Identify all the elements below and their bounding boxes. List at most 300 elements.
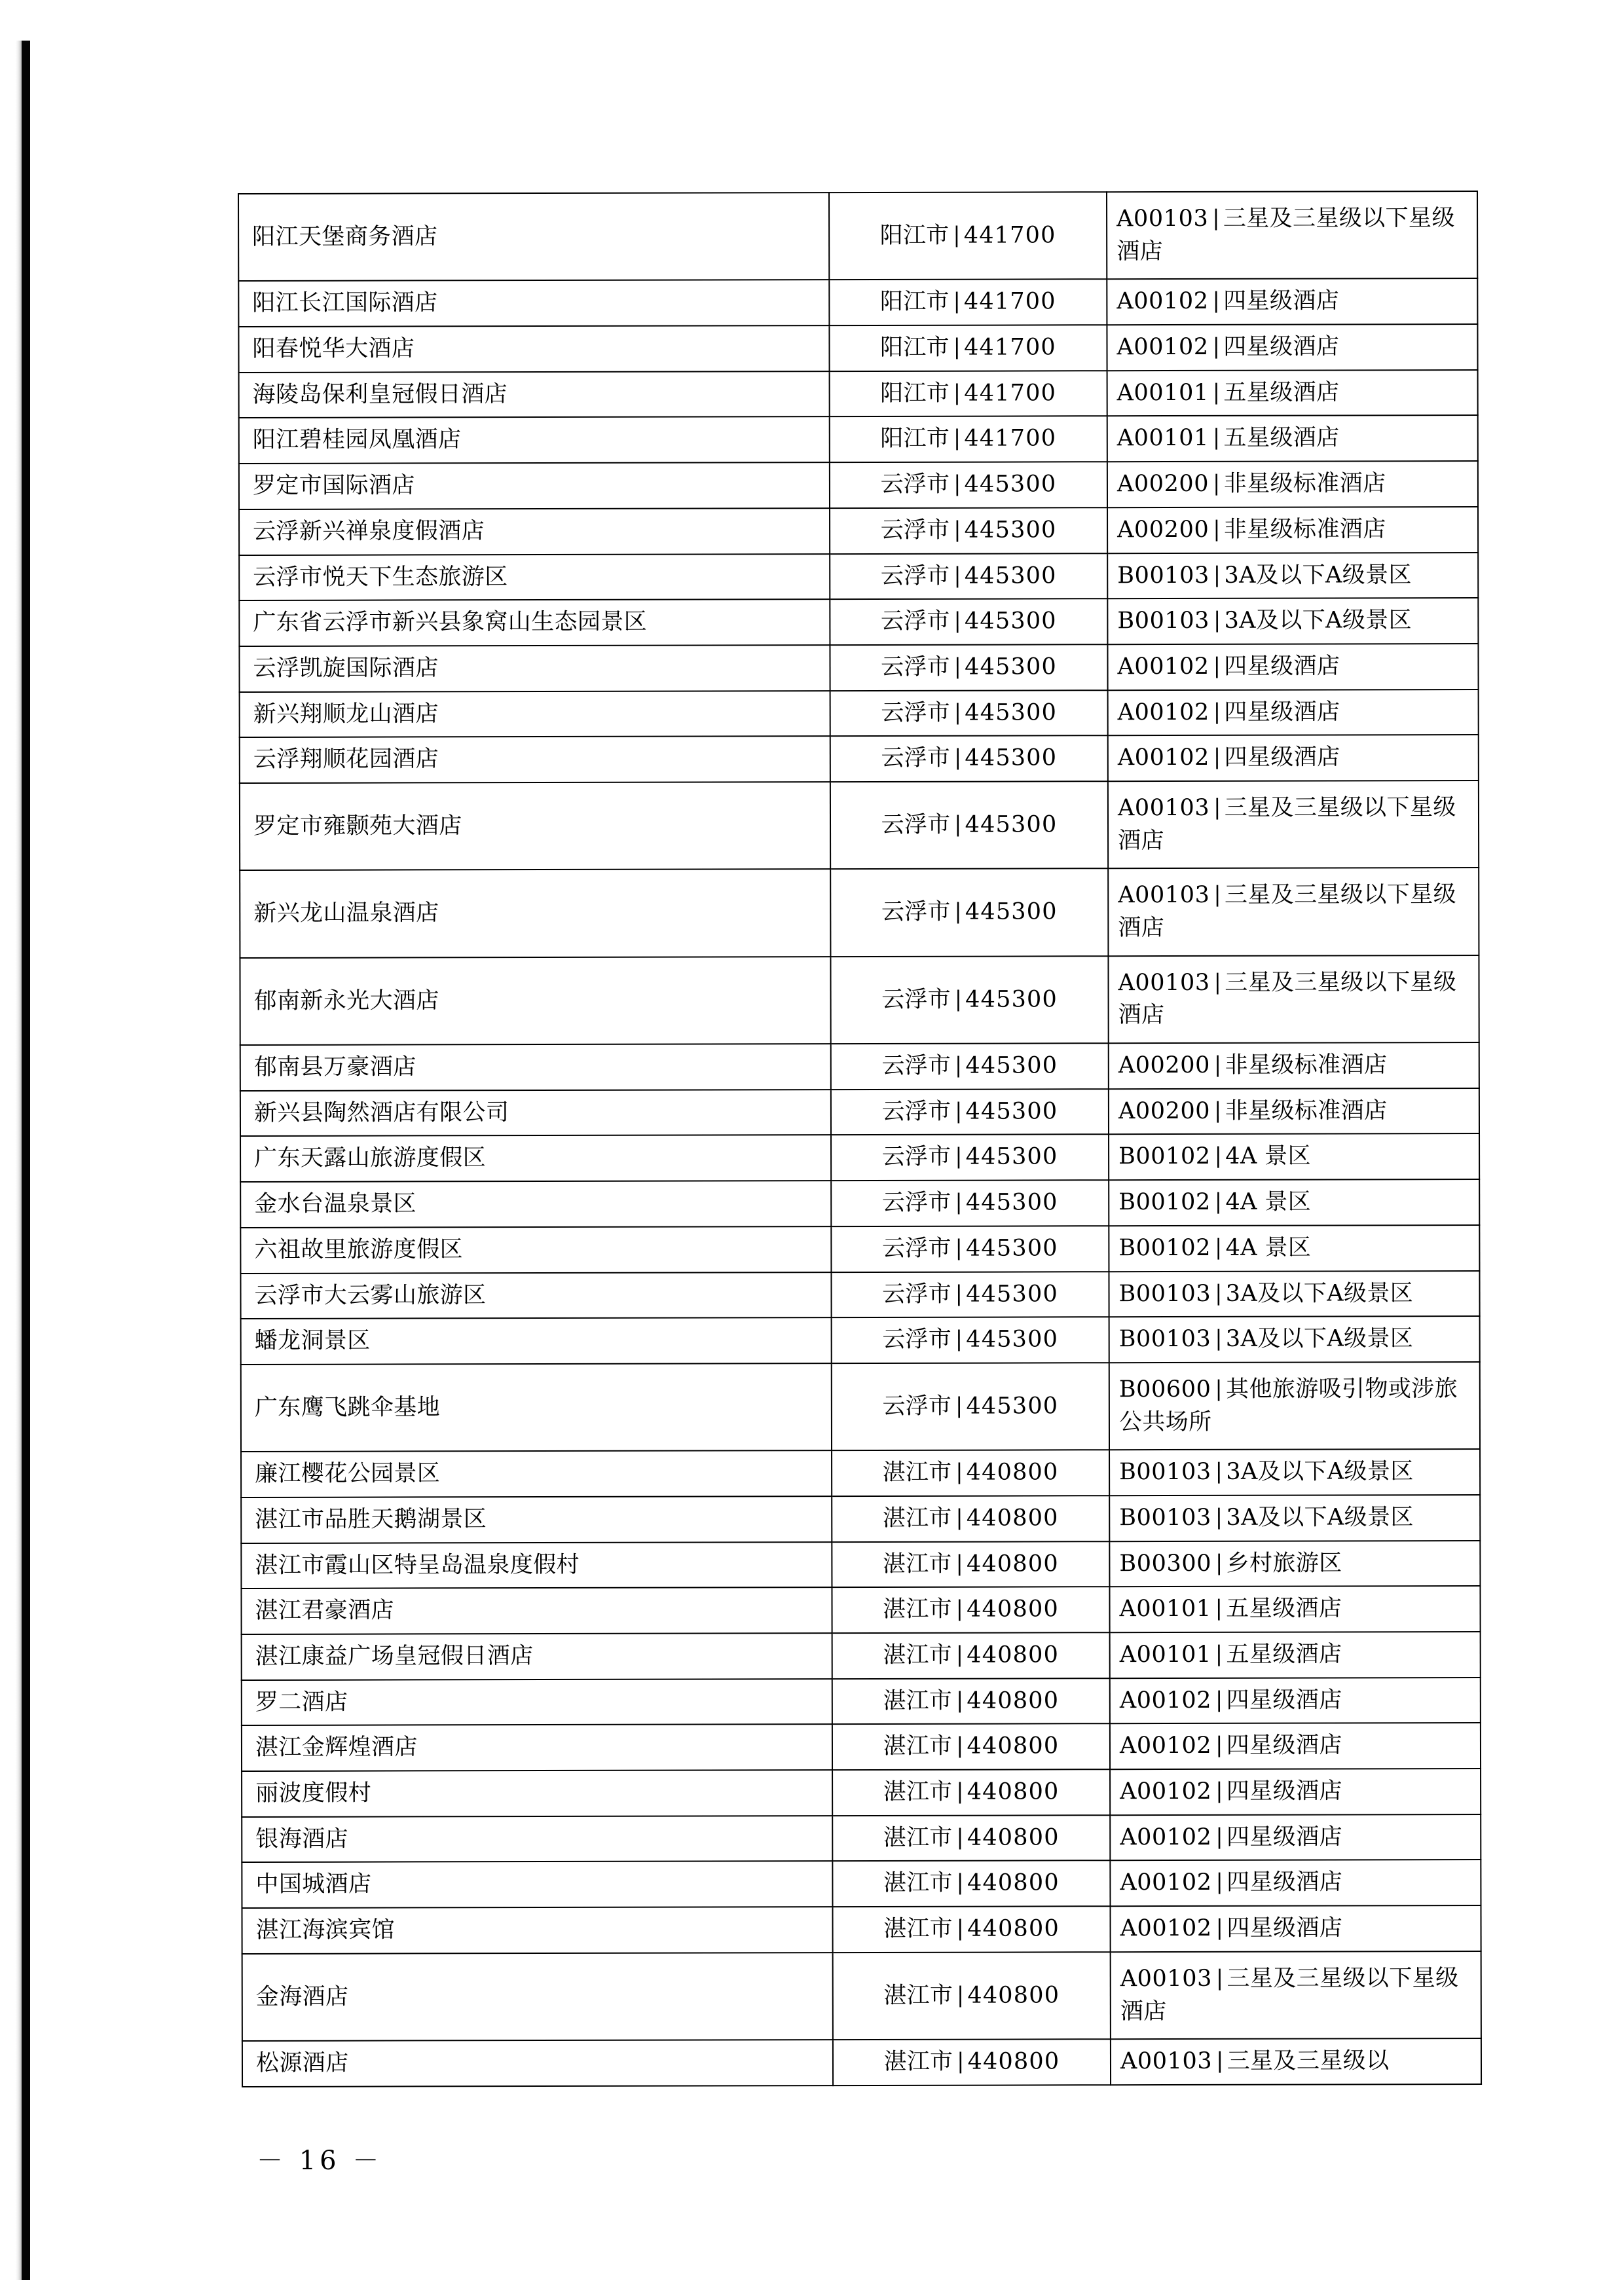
field-separator: | (955, 1143, 963, 1169)
postal-code-text: 441700 (964, 425, 1057, 452)
table-row (240, 1271, 1479, 1319)
table-row (241, 1316, 1480, 1365)
category-label-text: 四星级酒店 (1223, 333, 1340, 360)
city-text: 湛江市 (883, 1824, 953, 1851)
cell-entity-name (241, 1450, 832, 1497)
cell-location (832, 1496, 1109, 1542)
postal-code-text: 441700 (964, 334, 1056, 361)
category-code-text: A00200 (1117, 516, 1209, 543)
category-label-text: 4A 景区 (1225, 1234, 1312, 1261)
field-separator: | (1215, 1964, 1224, 1991)
category-text (1108, 644, 1477, 689)
field-separator: | (1215, 1549, 1223, 1575)
category-text (1107, 192, 1477, 279)
category-text (1109, 1089, 1479, 1134)
entity-name-text: 中国城酒店 (255, 1871, 372, 1898)
cell-location (830, 690, 1108, 737)
cell-location (830, 956, 1108, 1044)
location-text (833, 1770, 1109, 1815)
field-separator: | (1215, 1640, 1223, 1666)
cell-category (1108, 735, 1479, 781)
field-separator: | (955, 1280, 963, 1306)
cell-entity-name (240, 691, 830, 738)
cell-location (830, 644, 1107, 691)
category-label-text: 四星级酒店 (1224, 744, 1340, 771)
category-text (1108, 416, 1477, 461)
category-text (1109, 868, 1478, 955)
cell-entity-name (239, 371, 830, 418)
category-code-text: A00102 (1116, 333, 1209, 361)
entity-name-text: 海陵岛保利皇冠假日酒店 (252, 380, 508, 408)
cell-entity-name (242, 1633, 832, 1680)
field-separator: | (953, 607, 961, 633)
cell-entity-name (242, 1953, 833, 2041)
cell-category (1109, 1271, 1479, 1317)
cell-category (1109, 1495, 1480, 1541)
cell-location (832, 1906, 1110, 1953)
field-separator: | (1215, 1234, 1223, 1260)
entity-name-text: 湛江市品胜天鹅湖景区 (255, 1506, 487, 1533)
cell-location (832, 1678, 1110, 1725)
cell-category (1109, 1042, 1479, 1089)
city-text: 湛江市 (883, 1642, 952, 1668)
postal-code-text: 445300 (965, 744, 1058, 771)
category-label-text: 非星级标准酒店 (1223, 470, 1386, 497)
location-text (833, 1907, 1109, 1952)
location-text (831, 691, 1107, 736)
entity-name-text: 湛江君豪酒店 (255, 1597, 394, 1625)
cell-entity-name (242, 1770, 832, 1817)
category-label-text: 非星级标准酒店 (1225, 1097, 1388, 1124)
category-code-text: A00102 (1120, 1869, 1212, 1896)
postal-code-text: 441700 (963, 288, 1056, 316)
cell-location (832, 1815, 1110, 1862)
category-text (1108, 462, 1477, 507)
field-separator: | (953, 221, 961, 248)
category-code-text: B00103 (1119, 1459, 1211, 1486)
field-separator: | (1213, 744, 1221, 770)
table-row (240, 689, 1479, 738)
field-separator: | (955, 1392, 963, 1418)
field-separator: | (1213, 652, 1221, 678)
cell-location (832, 1769, 1110, 1816)
location-text (834, 2040, 1110, 2085)
category-text (1109, 1134, 1479, 1179)
entity-name-text: 阳江长江国际酒店 (252, 289, 438, 317)
field-separator: | (955, 1234, 963, 1260)
field-separator: | (1215, 1503, 1223, 1530)
cell-entity-name (242, 1816, 832, 1863)
field-separator: | (953, 470, 961, 496)
category-text (1108, 507, 1477, 553)
category-code-text: A00102 (1117, 699, 1209, 725)
location-text (832, 1317, 1109, 1363)
category-text (1111, 1723, 1480, 1769)
location-text (830, 417, 1107, 462)
cell-category (1107, 553, 1478, 599)
category-code-text: B00102 (1118, 1234, 1211, 1261)
cell-entity-name (240, 736, 830, 783)
postal-code-text: 445300 (966, 1393, 1059, 1420)
table-row (240, 1179, 1479, 1228)
postal-code-text: 445300 (964, 608, 1057, 634)
entity-name-text: 云浮翔顺花园酒店 (253, 746, 439, 773)
city-text: 阳江市 (880, 426, 950, 452)
location-text (832, 1380, 1109, 1434)
page-number: － 16 － (257, 2146, 383, 2176)
table-row (242, 1678, 1481, 1726)
category-code-text: A00103 (1116, 205, 1209, 232)
cell-entity-name (239, 599, 830, 646)
category-label-text: 非星级标准酒店 (1223, 516, 1386, 543)
cell-entity-name (240, 1044, 831, 1091)
field-separator: | (1213, 698, 1221, 724)
cell-category (1110, 1905, 1481, 1952)
cell-location (832, 1363, 1109, 1450)
category-code-text: A00200 (1116, 471, 1209, 498)
category-code-text: A00102 (1117, 744, 1210, 771)
category-label-text: 4A 景区 (1225, 1143, 1312, 1170)
category-text (1111, 1906, 1480, 1951)
table-row (241, 1586, 1480, 1634)
entity-name-text: 广东省云浮市新兴县象窝山生态园景区 (253, 608, 648, 636)
category-label-text: 四星级酒店 (1224, 653, 1340, 680)
table-row (239, 644, 1478, 692)
cell-category (1109, 1316, 1480, 1363)
entity-name-text: 云浮市大云雾山旅游区 (254, 1281, 487, 1309)
location-text (831, 885, 1107, 940)
cell-category (1108, 689, 1479, 736)
cell-category (1108, 780, 1479, 869)
field-separator: | (954, 811, 962, 837)
location-text (832, 1588, 1109, 1633)
category-code-text: B00103 (1118, 1280, 1211, 1307)
category-code-text: A00102 (1120, 1778, 1212, 1805)
cell-category (1107, 507, 1478, 553)
cell-entity-name (240, 1181, 831, 1228)
category-code-text: A00102 (1119, 1687, 1212, 1714)
city-text: 湛江市 (883, 1915, 953, 1943)
category-code-text: B00102 (1118, 1143, 1211, 1170)
field-separator: | (956, 1733, 964, 1759)
entity-name-text: 罗定市雍颢苑大酒店 (253, 813, 462, 839)
postal-code-text: 440800 (967, 1982, 1060, 2009)
city-text: 阳江市 (880, 380, 950, 407)
category-label-text: 五星级酒店 (1223, 379, 1340, 406)
entity-name-text: 云浮市悦天下生态旅游区 (253, 563, 508, 591)
field-separator: | (1213, 881, 1222, 908)
cell-category (1107, 415, 1478, 462)
category-label-text: 3A及以下A级景区 (1225, 1279, 1414, 1307)
field-separator: | (1215, 1325, 1223, 1351)
cell-entity-name (241, 1542, 832, 1589)
location-text (830, 462, 1107, 507)
cell-entity-name (242, 1907, 832, 1954)
category-code-text: A00103 (1120, 2048, 1213, 2075)
cell-location (830, 869, 1108, 957)
category-text (1110, 1587, 1479, 1632)
location-text (831, 973, 1107, 1027)
location-text (832, 1272, 1108, 1317)
field-separator: | (953, 425, 961, 451)
category-label-text: 四星级酒店 (1227, 1915, 1343, 1941)
field-separator: | (956, 1778, 964, 1804)
postal-code-text: 440800 (967, 1824, 1060, 1851)
field-separator: | (953, 562, 961, 588)
category-text (1109, 1180, 1479, 1225)
cell-category (1110, 1769, 1481, 1815)
category-label-text: 五星级酒店 (1226, 1595, 1342, 1623)
field-separator: | (1214, 1143, 1223, 1169)
field-separator: | (953, 333, 961, 359)
location-text (832, 1496, 1109, 1541)
category-label-text: 三星及三星级以下星级酒店 (1120, 1964, 1459, 2025)
field-separator: | (1214, 1188, 1223, 1215)
category-code-text: A00102 (1116, 288, 1209, 315)
table-row (242, 2038, 1481, 2087)
postal-code-text: 441700 (964, 380, 1057, 407)
category-code-text: A00102 (1120, 1915, 1212, 1942)
category-text (1111, 2039, 1481, 2084)
city-text: 云浮市 (882, 1281, 951, 1308)
cell-entity-name (240, 869, 830, 957)
table-row (239, 598, 1478, 646)
field-separator: | (953, 516, 961, 542)
cell-entity-name (239, 554, 830, 601)
category-code-text: B00600 (1118, 1376, 1211, 1403)
cell-location (831, 1272, 1109, 1318)
cell-category (1109, 1541, 1480, 1587)
table-row (240, 780, 1479, 870)
field-separator: | (955, 1641, 964, 1667)
table-row (242, 1769, 1481, 1817)
cell-location (832, 1724, 1110, 1771)
table-row (238, 324, 1477, 373)
cell-category (1107, 461, 1478, 507)
entity-name-text: 松源酒店 (255, 2049, 349, 2077)
postal-code-text: 445300 (965, 1052, 1058, 1079)
category-code-text: B00300 (1119, 1550, 1212, 1577)
cell-category (1107, 278, 1477, 325)
field-separator: | (956, 1981, 965, 2008)
entity-name-text: 丽波度假村 (255, 1780, 372, 1807)
field-separator: | (1212, 287, 1221, 314)
cell-location (830, 416, 1107, 463)
category-label-text: 三星及三星级以下星级酒店 (1118, 881, 1457, 942)
cell-location (832, 1587, 1109, 1634)
category-text (1110, 1317, 1479, 1362)
postal-code-text: 440800 (966, 1505, 1059, 1532)
table-row (240, 735, 1479, 783)
category-text (1109, 956, 1478, 1043)
city-text: 湛江市 (883, 1870, 953, 1897)
cell-category (1109, 1586, 1480, 1632)
field-separator: | (955, 1325, 963, 1351)
entity-name-text: 湛江康益广场皇冠假日酒店 (255, 1643, 534, 1670)
category-label-text: 四星级酒店 (1227, 1869, 1343, 1896)
cell-location (831, 1089, 1109, 1135)
category-label-text: 四星级酒店 (1226, 1687, 1342, 1714)
cell-location (832, 1541, 1109, 1588)
cell-entity-name (239, 462, 830, 509)
location-text (830, 554, 1107, 599)
table-row (241, 1495, 1480, 1543)
field-separator: | (1214, 1097, 1222, 1123)
cell-entity-name (241, 1363, 832, 1452)
category-code-text: B00103 (1119, 1504, 1211, 1532)
field-separator: | (1212, 378, 1221, 405)
listing-table-wrapper (238, 193, 1477, 2087)
cell-category (1107, 598, 1478, 644)
category-label-text: 五星级酒店 (1223, 424, 1340, 452)
field-separator: | (957, 2047, 965, 2074)
field-separator: | (953, 288, 961, 314)
cell-location (831, 1135, 1109, 1181)
field-separator: | (956, 1869, 965, 1896)
entity-name-text: 金水台温泉景区 (254, 1190, 417, 1218)
table-row (242, 1723, 1481, 1771)
field-separator: | (1212, 333, 1221, 359)
table-row (240, 1042, 1479, 1091)
table-row (240, 868, 1479, 957)
category-code-text: A00102 (1117, 653, 1209, 680)
postal-code-text: 445300 (965, 898, 1058, 925)
cell-entity-name (239, 508, 830, 555)
category-text (1110, 1541, 1479, 1587)
cell-entity-name (240, 957, 830, 1045)
cell-location (830, 553, 1107, 600)
field-separator: | (1212, 204, 1220, 230)
field-separator: | (1215, 1869, 1224, 1895)
category-code-text: A00102 (1120, 1824, 1212, 1850)
category-label-text: 其他旅游吸引物或涉旅公共场所 (1118, 1375, 1458, 1435)
city-text: 湛江市 (882, 1551, 952, 1577)
postal-code-text: 445300 (966, 1326, 1059, 1353)
field-separator: | (955, 1550, 963, 1576)
cell-location (833, 2039, 1111, 2085)
cell-category (1107, 644, 1478, 690)
postal-code-text: 445300 (966, 1280, 1058, 1308)
cell-category (1107, 324, 1477, 371)
cell-entity-name (242, 2040, 833, 2087)
category-code-text: B00103 (1117, 608, 1210, 634)
entity-name-text: 云浮凯旋国际酒店 (253, 655, 439, 682)
cell-entity-name (240, 1272, 831, 1319)
table-row (241, 1449, 1480, 1497)
location-text (834, 1969, 1110, 2023)
field-separator: | (954, 985, 963, 1012)
location-text (832, 1226, 1108, 1272)
cell-category (1111, 2038, 1481, 2085)
table-row (239, 370, 1478, 418)
cell-location (829, 280, 1107, 326)
cell-entity-name (239, 645, 830, 692)
postal-code-text: 445300 (965, 1098, 1058, 1125)
table-row (240, 1133, 1479, 1182)
category-code-text: A00101 (1116, 379, 1209, 406)
field-separator: | (953, 699, 962, 725)
postal-code-text: 445300 (964, 517, 1057, 543)
cell-entity-name (242, 1679, 832, 1726)
field-separator: | (1215, 1914, 1224, 1941)
entity-name-text: 罗二酒店 (255, 1689, 348, 1716)
table-row (239, 415, 1478, 464)
cell-category (1107, 370, 1478, 416)
location-text (832, 1090, 1108, 1135)
location-text (832, 1044, 1108, 1089)
city-text: 云浮市 (880, 471, 950, 498)
postal-code-text: 445300 (964, 471, 1057, 498)
category-code-text: A00101 (1119, 1641, 1211, 1668)
category-label-text: 非星级标准酒店 (1225, 1052, 1388, 1078)
location-text (830, 209, 1106, 263)
category-code-text: B00103 (1118, 1326, 1211, 1353)
location-text (831, 736, 1107, 781)
cell-category (1110, 1678, 1481, 1724)
table-row (240, 1225, 1479, 1274)
field-separator: | (955, 1595, 964, 1622)
city-text: 云浮市 (880, 517, 950, 543)
table-row (239, 461, 1478, 509)
entity-name-text: 郁南县万豪酒店 (253, 1054, 416, 1081)
category-text (1111, 1952, 1481, 2039)
category-text (1109, 735, 1478, 780)
scan-black-edge-artifact (22, 41, 30, 2280)
location-text (833, 1816, 1109, 1861)
cell-category (1107, 191, 1477, 280)
category-code-text: A00101 (1119, 1596, 1211, 1623)
category-label-text: 三星及三星级以下星级酒店 (1116, 205, 1455, 265)
field-separator: | (955, 1097, 963, 1124)
postal-code-text: 445300 (965, 985, 1058, 1013)
field-separator: | (1213, 1051, 1222, 1077)
category-text (1108, 553, 1477, 598)
category-text (1111, 1678, 1480, 1723)
field-separator: | (1212, 424, 1221, 450)
cell-location (832, 1632, 1110, 1679)
cell-category (1109, 1088, 1479, 1135)
table-row (238, 191, 1477, 281)
category-text (1109, 1043, 1479, 1088)
cell-category (1108, 955, 1479, 1044)
city-text: 云浮市 (880, 608, 950, 635)
category-text (1109, 1226, 1479, 1271)
postal-code-text: 440800 (967, 1596, 1059, 1623)
field-separator: | (1215, 1732, 1223, 1758)
city-text: 阳江市 (879, 289, 950, 316)
cell-location (833, 1952, 1111, 2040)
table-row (242, 1860, 1481, 1908)
postal-code-text: 440800 (966, 1459, 1059, 1486)
category-label-text: 3A及以下A级景区 (1226, 1458, 1414, 1486)
field-separator: | (1213, 469, 1221, 496)
listing-table (238, 191, 1482, 2087)
postal-code-text: 440800 (967, 2048, 1060, 2075)
category-label-text: 4A 景区 (1225, 1188, 1312, 1215)
field-separator: | (956, 1687, 964, 1713)
cell-location (830, 371, 1107, 417)
cell-location (832, 1450, 1109, 1496)
entity-name-text: 新兴龙山温泉酒店 (253, 900, 439, 927)
entity-name-text: 广东鹰飞跳伞基地 (254, 1394, 441, 1421)
table-row (242, 1905, 1481, 1954)
field-separator: | (1215, 1686, 1223, 1712)
city-text: 湛江市 (883, 1596, 952, 1623)
field-separator: | (954, 898, 962, 924)
category-code-text: A00103 (1118, 882, 1210, 909)
cell-entity-name (239, 417, 830, 464)
cell-location (830, 735, 1108, 782)
